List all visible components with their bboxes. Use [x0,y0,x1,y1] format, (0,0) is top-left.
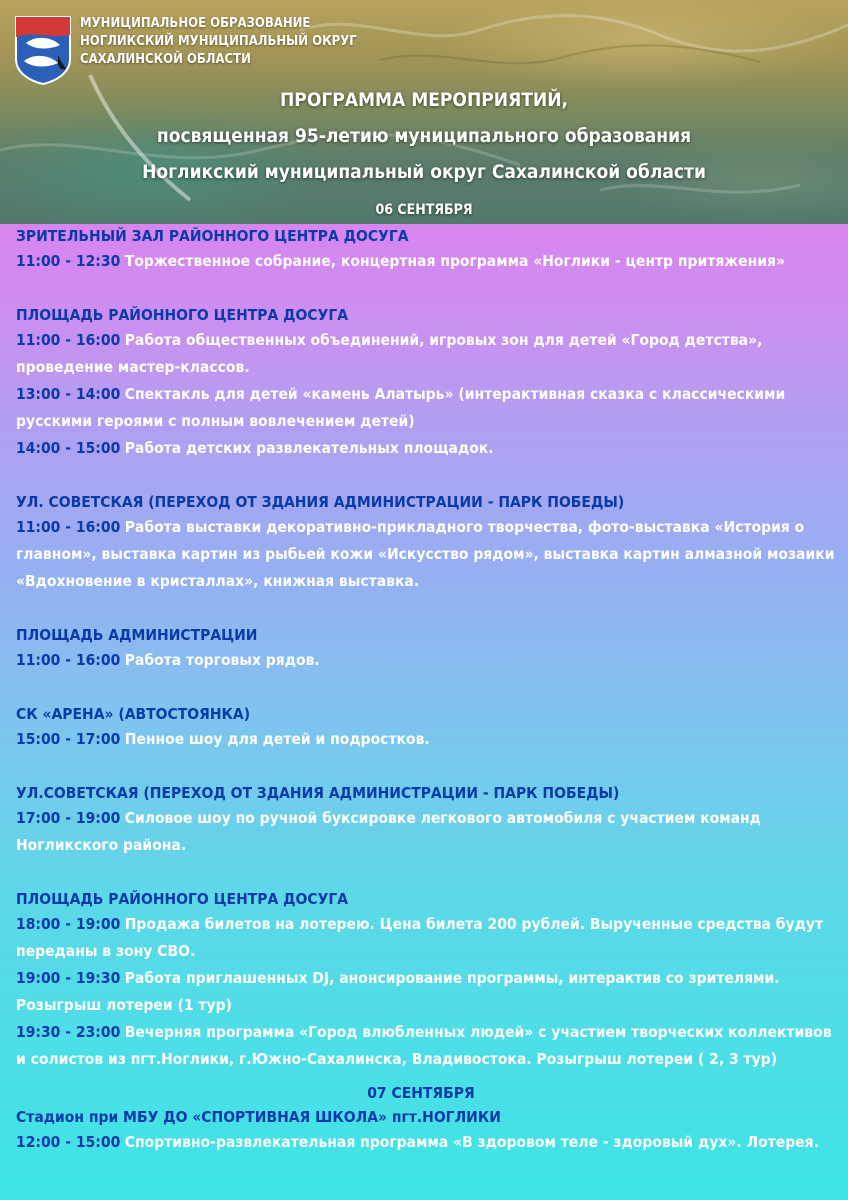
program-subtitle-2: Ногликский муниципальный округ Сахалинской области [142,161,706,183]
venue-heading: Стадион при МБУ ДО «СПОРТИВНАЯ ШКОЛА» пгт.НОГЛИКИ [16,1108,501,1126]
section-spacer [16,462,842,490]
section-venue [16,781,842,859]
schedule-item [16,647,842,674]
schedule-item [16,911,842,965]
municipality-line-1: МУНИЦИПАЛЬНОЕ ОБРАЗОВАНИЕ [80,16,311,31]
section-spacer [16,674,842,702]
event-description: Продажа билетов на лотерею. Цена билета 200 рублей. Вырученные средства будут переданы в зону СВО. [16,915,824,960]
section-venue [16,887,842,1073]
event-time: 19:30 - 23:00 [16,1023,121,1041]
program-title: ПРОГРАММА МЕРОПРИЯТИЙ, [279,89,569,111]
section-venue [16,224,842,275]
coat-of-arms-icon [14,15,72,85]
event-time: 11:00 - 12:30 [16,252,121,270]
section-venue [16,623,842,674]
section-venue [16,490,842,595]
event-description: Силовое шоу по ручной буксировке легкового автомобиля с участием команд Ногликского района. [16,809,761,854]
event-description: Работа общественных объединений, игровых зон для детей «Город детства», проведение мастер-классов. [16,331,763,376]
event-time: 14:00 - 15:00 [16,439,121,457]
venue-heading: ЗРИТЕЛЬНЫЙ ЗАЛ РАЙОННОГО ЦЕНТРА ДОСУГА [16,227,409,245]
schedule-item [16,1019,842,1073]
section-venue [16,303,842,462]
day-2-date: 07 СЕНТЯБРЯ [367,1084,475,1102]
municipality-line-2: НОГЛИКСКИЙ МУНИЦИПАЛЬНЫЙ ОКРУГ [80,34,357,49]
schedule-item [16,381,842,435]
section-spacer [16,753,842,781]
event-description: Торжественное собрание, концертная программа «Ноглики - центр притяжения» [124,252,785,270]
schedule-item [16,514,842,595]
event-description: Работа приглашенных DJ, анонсирование программы, интерактив со зрителями. Розыгрыш лотереи (1 тур) [16,969,780,1014]
day-1-date: 06 СЕНТЯБРЯ [375,202,473,218]
program-schedule [16,224,842,1156]
venue-heading: ПЛОЩАДЬ АДМИНИСТРАЦИИ [16,626,258,644]
section-spacer [16,595,842,623]
venue-heading: СК «АРЕНА» (АВТОСТОЯНКА) [16,705,251,723]
event-time: 13:00 - 14:00 [16,385,121,403]
event-time: 12:00 - 15:00 [16,1133,121,1151]
event-description: Пенное шоу для детей и подростков. [124,730,430,748]
event-time: 11:00 - 16:00 [16,651,121,669]
event-description: Работа торговых рядов. [124,651,320,669]
schedule-item [16,726,842,753]
event-time: 11:00 - 16:00 [16,518,121,536]
event-time: 11:00 - 16:00 [16,331,121,349]
schedule-item [16,248,842,275]
venue-heading: УЛ.СОВЕТСКАЯ (ПЕРЕХОД ОТ ЗДАНИЯ АДМИНИСТРАЦИИ - ПАРК ПОБЕДЫ) [16,784,620,802]
municipality-line-3: САХАЛИНСКОЙ ОБЛАСТИ [80,52,251,67]
section-venue [16,702,842,753]
schedule-item [16,435,842,462]
event-description: Работа выставки декоративно-прикладного творчества, фото-выставка «История о главном», выставка картин из рыбьей кожи «Искусство рядом», выставка картин алмазной мозаики «Вдохновение в кристаллах», книжная выставка. [16,518,835,590]
schedule-item [16,327,842,381]
event-time: 17:00 - 19:00 [16,809,121,827]
section-venue [16,1105,842,1156]
schedule-item [16,965,842,1019]
event-description: Спортивно-развлекательная программа «В здоровом теле - здоровый дух». Лотерея. [124,1133,819,1151]
event-description: Вечерняя программа «Город влюбленных людей» с участием творческих коллективов и солистов из пгт.Ноглики, г.Южно-Сахалинска, Владивостока. Розыгрыш лотереи ( 2, 3 тур) [16,1023,832,1068]
program-subtitle-1: посвященная 95-летию муниципального образования [156,125,692,147]
event-description: Работа детских развлекательных площадок. [124,439,494,457]
schedule-item [16,805,842,859]
event-time: 15:00 - 17:00 [16,730,121,748]
event-description: Спектакль для детей «камень Алатырь» (интерактивная сказка с классическими русскими героями с полным вовлечением детей) [16,385,786,430]
section-spacer [16,859,842,887]
venue-heading: ПЛОЩАДЬ РАЙОННОГО ЦЕНТРА ДОСУГА [16,890,349,908]
section-spacer [16,275,842,303]
event-time: 18:00 - 19:00 [16,915,121,933]
poster-header [0,0,848,224]
event-time: 19:00 - 19:30 [16,969,121,987]
venue-heading: УЛ. СОВЕТСКАЯ (ПЕРЕХОД ОТ ЗДАНИЯ АДМИНИСТРАЦИИ - ПАРК ПОБЕДЫ) [16,493,625,511]
venue-heading: ПЛОЩАДЬ РАЙОННОГО ЦЕНТРА ДОСУГА [16,306,349,324]
schedule-item [16,1129,842,1156]
